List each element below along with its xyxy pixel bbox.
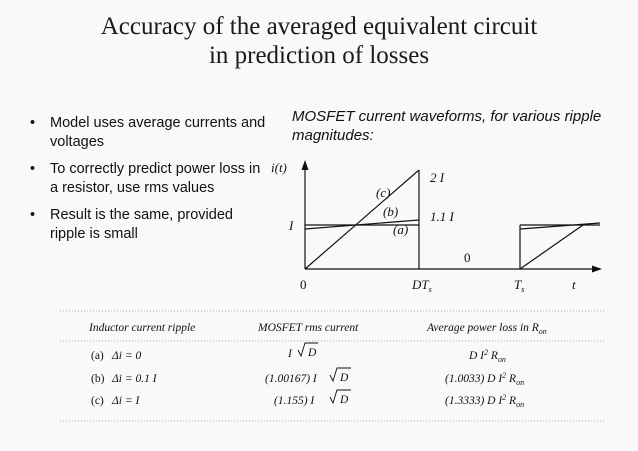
waveform-c-ramp-2 (520, 225, 583, 269)
row-c-rms-coef: (1.155) I (274, 395, 315, 407)
row-a-loss: D $I^2$ $R_{on}$ (469, 348, 506, 364)
row-b-label: (b) (91, 373, 105, 385)
row-c-label: (c) (91, 395, 104, 407)
waveform-b-ramp-2 (520, 223, 600, 229)
zero-interval-label: 0 (464, 250, 471, 265)
row-b-rms-coef: (1.00167) I (265, 373, 317, 385)
level-2i-label: 2 I (430, 170, 445, 185)
curve-b-label: (b) (383, 204, 399, 219)
dts-label: $DT_s$ (412, 277, 432, 294)
row-b-loss: (1.0033) D $I^2$ $R_{on}$ (445, 371, 525, 387)
row-a-ripple: Δi = 0 (112, 350, 142, 362)
row-a-rms-sqrt: D (308, 347, 317, 359)
level-i-label: I (289, 218, 294, 233)
ts-label: $T_s$ (514, 277, 525, 294)
table-header-rms: MOSFET rms current (258, 322, 359, 334)
x-axis-label: t (572, 277, 576, 292)
y-axis-label: i(t) (271, 160, 287, 175)
level-1-1i-label: 1.1 I (430, 209, 454, 224)
bullet-text: Model uses average currents and voltages (50, 115, 266, 150)
y-axis-arrow-icon (302, 160, 309, 170)
row-b-ripple: Δi = 0.1 I (112, 373, 157, 385)
table-header-ripple: Inductor current ripple (89, 322, 196, 334)
bullet-text: To correctly predict power loss in a resistor, use rms values (50, 161, 261, 196)
title-line-2: in prediction of losses (208, 42, 430, 69)
bullet-dot: • (30, 161, 36, 177)
bullet-dot: • (30, 207, 36, 223)
row-c-rms-sqrt: D (340, 394, 349, 406)
bullet-dot: • (30, 115, 36, 131)
curve-c-label: (c) (376, 185, 391, 200)
bullet-text: Result is the same, provided ripple is small (50, 207, 233, 242)
origin-label: 0 (300, 277, 307, 292)
row-c-ripple: Δi = I (112, 395, 140, 407)
title-line-1: Accuracy of the averaged equivalent circuit (100, 13, 538, 40)
row-a-label: (a) (91, 350, 104, 362)
curve-a-label: (a) (393, 222, 409, 237)
row-a-rms-coef: I (288, 348, 292, 360)
row-c-loss: (1.3333) D $I^2$ $R_{on}$ (445, 393, 525, 409)
waveform-c-ramp (305, 170, 419, 269)
row-b-rms-sqrt: D (340, 372, 349, 384)
table-header-loss: Average power loss in $R_{on}$ (427, 322, 547, 336)
x-axis-arrow-icon (592, 266, 602, 273)
waveform-subtitle: MOSFET current waveforms, for various ripple magnitudes: (292, 108, 602, 144)
